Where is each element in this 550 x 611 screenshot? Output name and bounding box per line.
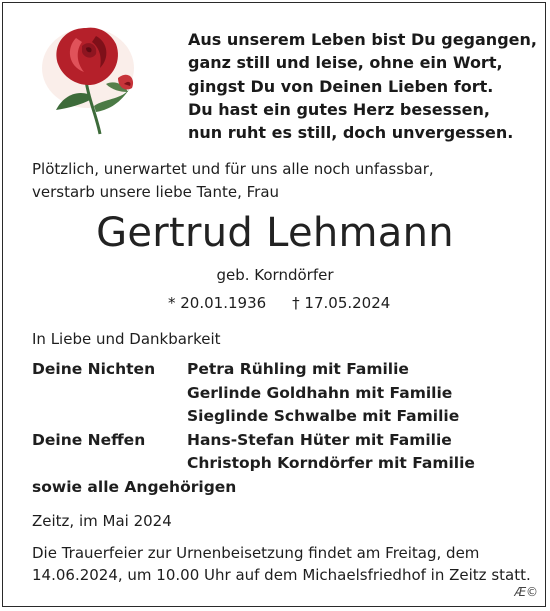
mourner-names: Sieglinde Schwalbe mit Familie — [187, 407, 460, 425]
publisher-logo: Æ© — [514, 585, 538, 599]
mourners-list — [32, 358, 475, 499]
deceased-name: Gertrud Lehmann — [96, 210, 454, 256]
poem-line: Aus unserem Leben bist Du gegangen, — [188, 30, 537, 49]
death-date: † 17.05.2024 — [292, 294, 391, 312]
mourner-names: Petra Rühling mit Familie — [187, 360, 409, 378]
mourner-row — [32, 382, 453, 406]
mourner-names: Christoph Korndörfer mit Familie — [187, 454, 475, 472]
poem-line: nun ruht es still, doch unvergessen. — [188, 123, 514, 143]
mourner-row — [32, 429, 452, 453]
life-dates — [168, 294, 390, 312]
poem — [188, 28, 537, 144]
funeral-notice — [32, 542, 531, 586]
mourner-relation: Deine Neffen — [32, 430, 146, 449]
intro-line: Plötzlich, unerwartet und für uns alle noch unfassbar, — [32, 160, 434, 178]
mourner-row — [32, 358, 409, 382]
mourner-relation: Deine Nichten — [32, 360, 156, 378]
notice-line: 14.06.2024, um 10.00 Uhr auf dem Michaelsfriedhof in Zeitz statt. — [32, 566, 531, 584]
thanks-line: In Liebe und Dankbarkeit — [32, 330, 221, 348]
death-announcement-intro — [32, 158, 434, 204]
intro-line: verstarb unsere liebe Tante, Frau — [32, 183, 280, 201]
mourner-row — [32, 452, 475, 476]
poem-line: gingst Du von Deinen Lieben fort. — [188, 76, 494, 96]
poem-line: Du hast ein gutes Herz besessen, — [188, 99, 490, 119]
mourner-names: Hans-Stefan Hüter mit Familie — [187, 430, 452, 449]
notice-line: Die Trauerfeier zur Urnenbeisetzung findet am Freitag, dem — [32, 544, 480, 562]
poem-line: ganz still und leise, ohne ein Wort, — [188, 53, 503, 73]
mourner-names: Gerlinde Goldhahn mit Familie — [187, 383, 453, 402]
birth-name: geb. Korndörfer — [216, 266, 334, 284]
birth-date: * 20.01.1936 — [168, 294, 267, 312]
mourner-row — [32, 405, 460, 429]
red-rose-icon — [36, 18, 146, 138]
other-relatives: sowie alle Angehörigen — [32, 477, 237, 496]
place-and-date: Zeitz, im Mai 2024 — [32, 512, 172, 530]
